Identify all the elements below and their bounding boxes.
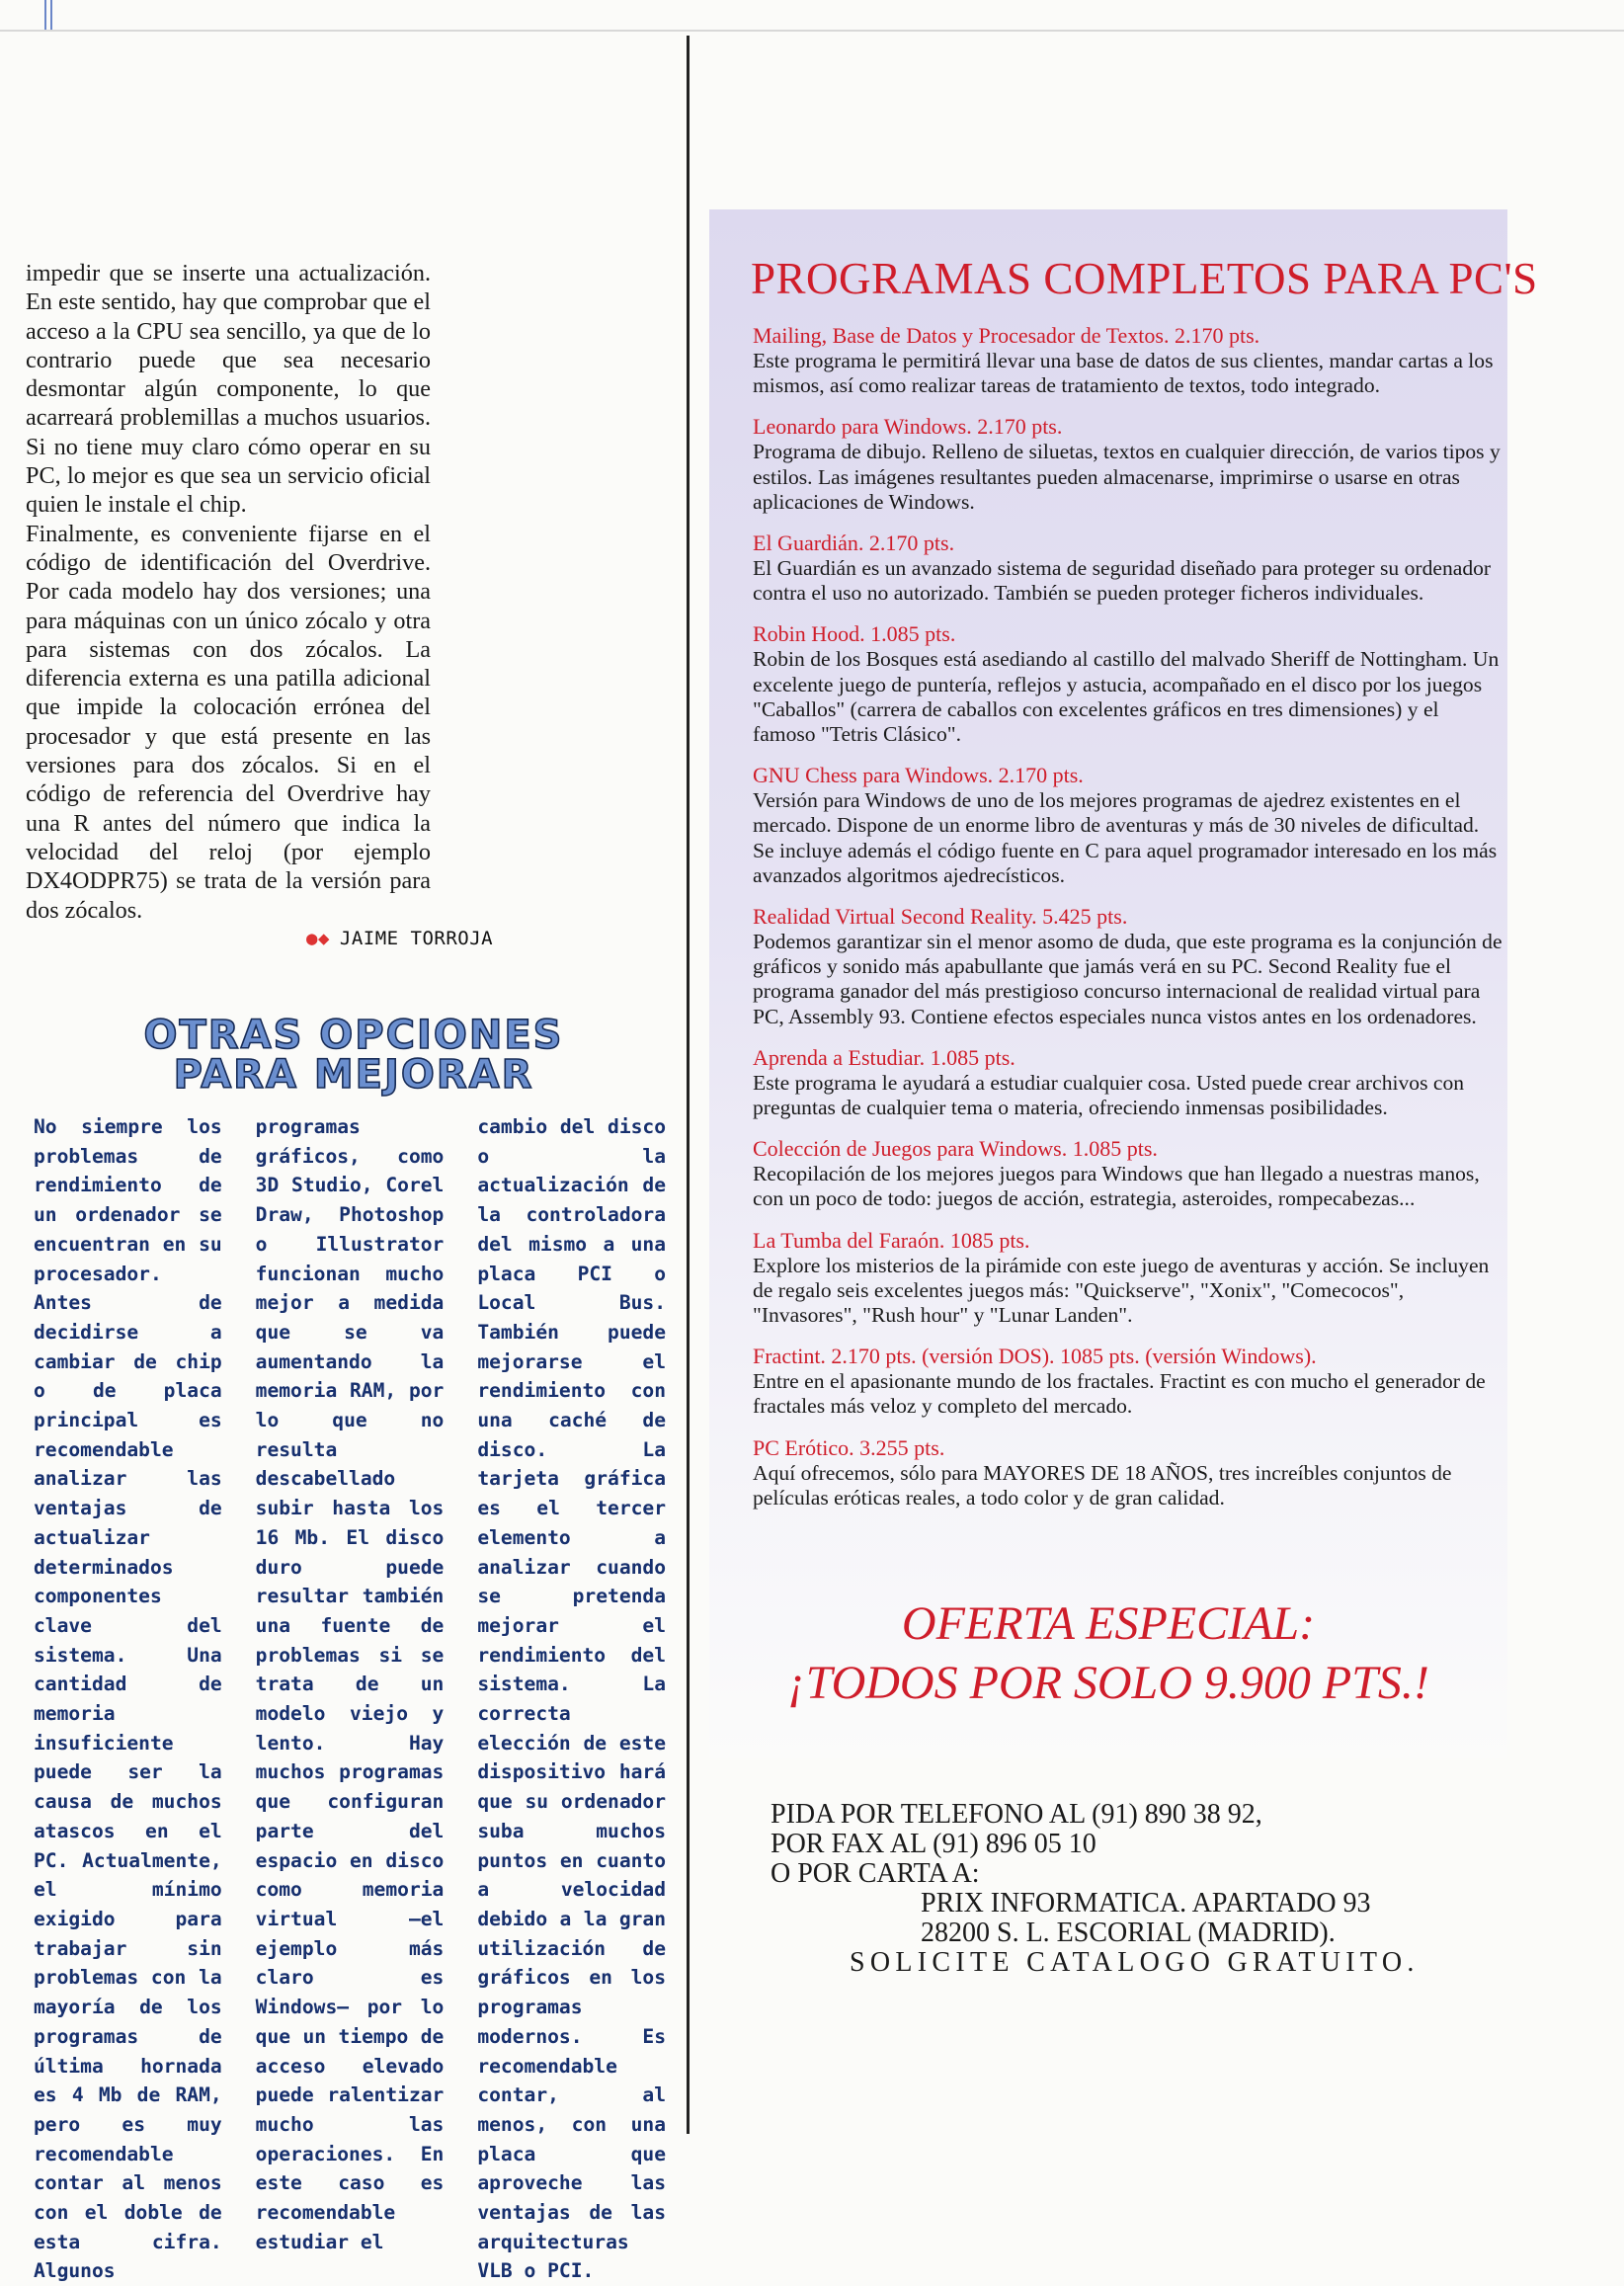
article-paragraph: Finalmente, es conveniente fijarse en el código de identificación del Overdrive. Por cada modelo hay dos versiones; una para máquinas con un único zócalo y otra para sistemas con dos zócalos. La diferencia externa es una patilla adicional que impide la colocación errónea del procesador y que está presente en las versiones para dos zócalos. Si en el código de referencia del Overdrive hay una R antes del número que indica la velocidad del reloj (por ejemplo DX4ODPR75) se trata de la versión para dos zócalos. [26,520,431,924]
ad-product-item [753,1228,1503,1329]
author-name: JAIME TORROJA [339,928,494,949]
ad-product-item [753,621,1503,747]
product-title: PC Erótico. 3.255 pts. [753,1434,945,1460]
product-title: Fractint. 2.170 pts. (versión DOS). 1085 pts. (versión Windows). [753,1344,1317,1369]
ad-product-item [753,904,1503,1029]
product-title: Mailing, Base de Datos y Procesador de Textos. 2.170 pts. [753,323,1260,348]
sidebar-column-2: programas gráficos, como 3D Studio, Corel Draw, Photoshop o Illustrator funcionan mucho mejor a medida que se va aumentando la memoria RAM, por lo que no resulta descabellado subir hasta los 16 Mb. El disco duro puede resultar también una fuente de problemas si se trata de un modelo viejo y lento. Hay muchos programas que configuran parte del espacio en disco como memoria virtual –el ejemplo más claro es Windows– por lo que un tiempo de acceso elevado puede ralentizar mucho las operaciones. En este caso es recomendable estudiar el [255,1115,445,2253]
product-title: El Guardián. 2.170 pts. [753,531,955,556]
product-description: Programa de dibujo. Relleno de siluetas, textos en cualquier dirección, de varios tipos y estilos. Las imágenes resultantes pueden almacenarse, imprimirse o usarse en otras aplicaciones de Windows. [753,440,1501,514]
product-description: Entre en el apasionante mundo de los fractales. Fractint es con mucho el generador de fractales más veloz y completo del mercado. [753,1369,1486,1419]
article-paragraph: impedir que se inserte una actualización. En este sentido, hay que comprobar que el acceso a la CPU sea sencillo, ya que de lo contrario puede que sea necesario desmontar algún componente, lo que acarreará problemillas a muchos usuarios. Si no tiene muy claro cómo operar en su PC, lo mejor es que sea un servicio oficial quien le instale el chip. [26,260,431,519]
order-contact [771,1800,1482,1978]
ad-product-item [753,763,1503,888]
product-title: Robin Hood. 1.085 pts. [753,621,956,647]
product-title: Colección de Juegos para Windows. 1.085 pts. [753,1136,1158,1162]
sidebar-title-line: PARA MEJORAR [173,1052,534,1098]
sidebar-column-1: No siempre los problemas de rendimiento de un ordenador se encuentran en su procesador. Antes de decidirse a cambiar de chip o de placa principal es recomendable analizar las ventajas de actualizar determinados componentes clave del sistema. Una cantidad de memoria insuficiente puede ser la causa de muchos atascos en el PC. Actualmente, el mínimo exigido para trabajar sin problemas con la mayoría de los programas de última hornada es 4 Mb de RAM, pero es muy recomendable contar al menos con el doble de esta cifra. Algunos [34,1115,222,2283]
ad-product-list [753,323,1503,1526]
ad-product-item [753,1045,1503,1120]
page-top-rule [0,30,1624,32]
ad-product-item [753,414,1503,515]
contact-phone: PIDA POR TELEFONO AL (91) 890 38 92, [771,1799,1262,1830]
offer-line: OFERTA ESPECIAL: [901,1597,1316,1650]
ad-product-item [753,1435,1503,1510]
ad-product-item [753,1136,1503,1211]
special-offer [709,1594,1507,1713]
ad-title: PROGRAMAS COMPLETOS PARA PC'S [751,254,1538,303]
product-description: Explore los misterios de la pirámide con este juego de aventuras y acción. Se incluyen de regalo seis excelentes juegos más: "Quickserve", "Xonix", "Comecocos", "Invasores", "Rush hour" y "Lunar Landen". [753,1253,1490,1328]
contact-address-1: PRIX INFORMATICA. APARTADO 93 [921,1888,1371,1919]
signature-bullet-icon: ●◆ [306,928,330,949]
sidebar-title-line: OTRAS OPCIONES [143,1013,564,1058]
product-description: Versión para Windows de uno de los mejores programas de ajedrez existentes en el mercado. Dispone de un enorme libro de aventuras y más de 30 niveles de dificultad. Se incluye además el código fuente en C para aquel programador interesado en los más avanzados algoritmos ajedrecísticos. [753,788,1498,887]
contact-address-2: 28200 S. L. ESCORIAL (MADRID). [921,1918,1336,1948]
author-signature [306,928,493,949]
column-divider [687,36,690,2134]
product-title: Leonardo para Windows. 2.170 pts. [753,414,1063,440]
sidebar-title [77,1013,630,1098]
product-description: Robin de los Bosques está asediando al castillo del malvado Sheriff de Nottingham. Un excelente juego de puntería, reflejos y astucia, acompañado en el disco por los juegos "Caballos" (carrera de caballos con excelentes gráficos en tres dimensiones) y el famoso "Tetris Clásico". [753,647,1500,747]
product-title: Aprenda a Estudiar. 1.085 pts. [753,1044,1015,1070]
product-title: GNU Chess para Windows. 2.170 pts. [753,763,1084,788]
sidebar-column-3: cambio del disco o la actualización de la controladora del mismo a una placa PCI o Local Bus. También puede mejorarse el rendimiento con una caché de disco. La tarjeta gráfica es el tercer elemento a analizar cuando se pretenda mejorar el rendimiento del sistema. La correcta elección de este dispositivo hará que su ordenador suba muchos puntos en cuanto a velocidad debido a la gran utilización de gráficos en los programas modernos. Es recomendable contar, al menos, con una placa que aproveche las ventajas de las arquitecturas VLB o PCI. [477,1115,667,2283]
product-description: El Guardián es un avanzado sistema de seguridad diseñado para proteger su ordenador contra el uso no autorizado. También se pueden proteger ficheros individuales. [753,556,1492,606]
ad-product-item [753,1344,1503,1419]
product-title: La Tumba del Faraón. 1085 pts. [753,1227,1030,1253]
product-description: Podemos garantizar sin el menor asomo de duda, que este programa es la conjunción de gráficos y sonido más apabullante que jamás verá en su PC. Second Reality fue el programa ganador del más prestigioso concurso internacional de realidad virtual para PC, Assembly 93. Contiene efectos especiales nunca vistos antes en los ordenadores. [753,930,1502,1028]
product-description: Este programa le ayudará a estudiar cualquier cosa. Usted puede crear archivos con preguntas de cualquier tema o materia, ofreciendo inmensas posibilidades. [753,1070,1465,1120]
ad-product-item [753,323,1503,398]
product-description: Recopilación de los mejores juegos para Windows que han llegado a nuestras manos, con un poco de todo: juegos de acción, estrategia, asteroides, rompecabezas... [753,1162,1480,1211]
contact-mail: O POR CARTA A: [771,1858,980,1889]
offer-line: ¡TODOS POR SOLO 9.900 PTS.! [787,1657,1429,1709]
product-description: Este programa le permitirá llevar una base de datos de sus clientes, mandar cartas a los mismos, así como realizar tareas de tratamiento de textos, todo integrado. [753,349,1494,398]
catalog-offer: SOLICITE CATALOGO GRATUITO. [850,1947,1420,1978]
sidebar-columns [34,1112,666,2286]
ad-product-item [753,531,1503,606]
product-description: Aquí ofrecemos, sólo para MAYORES DE 18 AÑOS, tres increíbles conjuntos de películas eróticas reales, a todo color y de gran calidad. [753,1460,1452,1510]
article-body [26,259,431,925]
product-title: Realidad Virtual Second Reality. 5.425 pts. [753,904,1128,930]
registration-marks [44,0,60,30]
contact-fax: POR FAX AL (91) 896 05 10 [771,1829,1096,1859]
